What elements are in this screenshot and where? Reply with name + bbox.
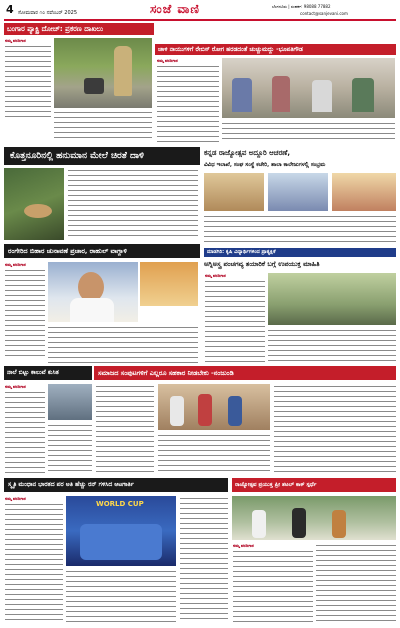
story-10-headline: ರಾಜ್ಯೋತ್ಸವ ಪ್ರಯುಕ್ತ ಪ್ರೀ ಶಟಲ್ ಕಾಕ್ ಸ್ಪರ್ಧೆ — [232, 478, 396, 492]
story-8-text-2 — [158, 433, 270, 475]
story-5-text — [5, 268, 45, 360]
story-10-photo — [232, 496, 396, 540]
story-6-kicker: ಮಾಡಗಿರಿ: ಕೃಷಿ ವಿದ್ಯಾರ್ಥಿಗಳಿಂದ ಪ್ರಾತ್ಯಕ್ಷಿಕೆ — [204, 248, 396, 257]
story-9-photo — [66, 496, 176, 566]
story-6-headline: ಅಗ್ನಿಅಸ್ತ್ರ ಪಂಚಗವ್ಯ ತಯಾರಿಕೆ ಬಗ್ಗೆ ಉಪಯುಕ್ತ ಮಾಹಿತಿ — [204, 260, 320, 268]
story-4-photo-1 — [204, 173, 264, 211]
story-9-text — [5, 502, 63, 622]
story-2-headline: ಚಾಳಿ ನಾಯುಗಳಿಗೆ ರೇಬಿಸ್ ರೋಗ ಹರಡದಂತೆ ಚುಚ್ಚುಮದ್ದು -ಭೂಪತಿಗೌಡ — [155, 44, 396, 55]
story-4-photo-2 — [268, 173, 328, 211]
story-1-text-2 — [54, 110, 152, 140]
story-9-text-2 — [66, 569, 176, 622]
story-4-photo-3 — [332, 173, 396, 211]
story-6-photo — [268, 273, 396, 325]
story-6-byline: ನಮ್ಮ ವರದಿಗಾರ — [205, 273, 226, 278]
story-4-text — [204, 214, 396, 244]
story-9-text-3 — [180, 496, 228, 622]
page-number: 4 — [6, 3, 14, 16]
story-9-byline: ನಮ್ಮ ವರದಿಗಾರ — [5, 496, 26, 501]
story-1-photo — [54, 38, 152, 108]
masthead — [0, 0, 400, 22]
story-9-photo-label: WORLD CUP — [96, 500, 144, 508]
story-3-photo — [4, 168, 64, 240]
story-4-headline: ಕನ್ನಡ ರಾಜ್ಯೋತ್ಸವ ಅದ್ದೂರಿ ಆಚರಣೆ, — [204, 149, 291, 157]
story-9-headline: ಸ್ಮೃತಿ ಮಂಧಾನ ಭಾರತದ ಪರ ಅತಿ ಹೆಚ್ಚು ರನ್ ಗಳಿಸಿದ ಆಟಗಾರ್ತಿ — [4, 478, 228, 492]
masthead-rule — [4, 19, 396, 21]
masthead-contact-1: ಬೆಂಗಳೂರು | ಸಂಪರ್ಕ: 98088 77882 — [272, 4, 331, 9]
story-2-text-2 — [222, 121, 395, 143]
story-7-text — [5, 390, 45, 474]
story-2-text — [157, 64, 219, 142]
story-10-byline: ನಮ್ಮ ವರದಿಗಾರ — [233, 543, 254, 548]
story-10-text — [233, 549, 313, 622]
story-8-text-3 — [274, 384, 396, 474]
story-3-headline: ಕೊತ್ತನೂರಿನಲ್ಲಿ ಹನುಮಾನ ಮೇಲೆ ಚಿರತೆ ದಾಳಿ — [4, 147, 200, 165]
story-7-headline: ನಾಲೆ ಬಿಟ್ಟು ಕಾಲುವೆ ಕುಸಿತ — [4, 366, 92, 380]
story-5-photo-2 — [140, 262, 198, 306]
masthead-title: ಸಂಜೆ ವಾಣಿ — [150, 2, 200, 16]
story-1-byline: ನಮ್ಮ ವರದಿಗಾರ — [5, 38, 26, 43]
story-2-byline: ನಮ್ಮ ವರದಿಗಾರ — [157, 58, 178, 63]
story-1-headline: ಬಂಗಾರ ಪ್ಯಾಕ್ಟ್ರಿ ದೋಚ್: ಪ್ರಕರಣ ದಾಖಲು — [4, 23, 154, 35]
story-7-byline: ನಮ್ಮ ವರದಿಗಾರ — [5, 384, 26, 389]
story-4-subhead: ವಿವಿಧ ಇಲಾಖೆ, ಸಂಘ ಸಂಸ್ಥೆ ಕಚೇರಿ, ಶಾಲಾ ಕಾಲೇಜುಗಳಲ್ಲಿ ಸಂಭ್ರಮ — [204, 162, 326, 168]
story-6-text-2 — [268, 328, 396, 363]
story-5-byline: ನಮ್ಮ ವರದಿಗಾರ — [5, 262, 26, 267]
story-8-headline: ಸಮಾಜದ ಸಂಪುಟಗಳಿಗೆ ಎಲ್ಲರೂ ಸಹಕಾರ ನೀಡಬೇಕು -ನಂಜುಂಡಿ — [94, 366, 396, 380]
story-5-headline: ರಂಗೇರಿದ ಬಿಹಾರ ಚುನಾವಣೆ ಪ್ರಚಾರ, ರಾಹುಲ್ ವಾಗ್ದಾಳಿ — [4, 244, 200, 258]
story-8-photo — [158, 384, 270, 430]
story-7-photo — [48, 384, 92, 420]
story-3-text — [68, 168, 198, 240]
story-5-text-2 — [48, 325, 198, 363]
story-2-photo — [222, 58, 395, 118]
story-7-text-2 — [48, 423, 92, 475]
story-6-text — [205, 279, 265, 363]
story-8-text — [96, 384, 154, 474]
story-1-text — [5, 44, 51, 119]
masthead-contact-2: contact@sanjevani.com — [300, 11, 348, 16]
story-10-text-2 — [316, 543, 396, 622]
story-5-photo — [48, 262, 138, 322]
issue-date: ಸೋಮವಾರ ೧೦ ನವೆಂಬರ್ 2025 — [18, 10, 78, 16]
